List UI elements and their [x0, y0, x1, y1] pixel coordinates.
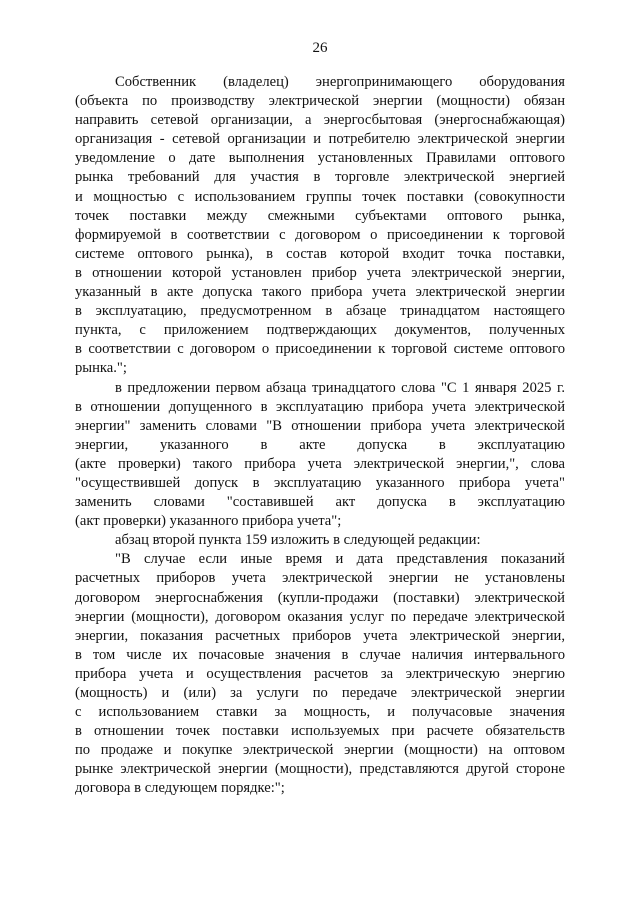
text-line: (объекта по производству электрической энергии (мощности) обязан: [75, 93, 565, 110]
text-line: заменить словами "составившей акт допуска в эксплуатацию: [75, 494, 565, 511]
paragraph: [75, 531, 565, 550]
text-line: расчетных приборов учета электрической энергии не установлены: [75, 570, 565, 587]
text-line: направить сетевой организации, а энергосбытовая (энергоснабжающая): [75, 112, 565, 129]
text-line: в эксплуатацию, предусмотренном в абзаце тринадцатом настоящего: [75, 303, 565, 320]
text-line: договором энергоснабжения (купли-продажи (поставки) электрической: [75, 589, 565, 606]
text-line: указанный в акте допуска такого прибора учета электрической энергии: [75, 284, 565, 301]
text-line: в соответствии с договором о присоединении к торговой системе оптового: [75, 341, 565, 358]
text-line: в предложении первом абзаца тринадцатого слова "С 1 января 2025 г.: [115, 379, 565, 396]
text-line: абзац второй пункта 159 изложить в следующей редакции:: [115, 532, 481, 549]
text-line: системе оптового рынка), в состав которой входит точка поставки,: [75, 245, 565, 262]
text-line: рынка требований для участия в торговле электрической энергией: [75, 169, 565, 186]
text-line: точек поставки между смежными субъектами оптового рынка,: [75, 207, 565, 224]
text-line: в отношении допущенного в эксплуатацию прибора учета электрической: [75, 398, 565, 415]
text-line: (акте проверки) такого прибора учета электрической энергии,", слова: [75, 455, 565, 472]
text-line: рынка.";: [75, 360, 127, 377]
text-line: "осуществившей допуск в эксплуатацию указанного прибора учета": [75, 474, 565, 491]
text-line: по продаже и покупке электрической энергии (мощности) на оптовом: [75, 742, 565, 759]
text-line: и мощностью с использованием группы точек поставки (совокупности: [75, 188, 565, 205]
text-line: формируемой в соответствии с договором о присоединении к торговой: [75, 226, 565, 243]
text-line: (акт проверки) указанного прибора учета";: [75, 513, 342, 530]
text-line: энергии, показания расчетных приборов учета электрической энергии,: [75, 627, 565, 644]
text-line: энергии (мощности), договором оказания услуг по передаче электрической: [75, 608, 565, 625]
text-line: "В случае если иные время и дата представления показаний: [115, 551, 565, 568]
text-line: (мощность) и (или) за услуги по передаче электрической энергии: [75, 685, 565, 701]
paragraph: [75, 73, 565, 379]
paragraph: [75, 550, 565, 798]
text-line: с использованием ставки за мощность, и получасовые значения: [75, 704, 565, 721]
text-line: в отношении точек поставки используемых при расчете обязательств: [75, 723, 565, 740]
text-line: пункта, с приложением подтверждающих документов, полученных: [75, 322, 565, 339]
document-body: [75, 73, 565, 799]
paragraph: [75, 379, 565, 532]
page-number: 26: [312, 40, 328, 56]
text-line: в том числе их почасовые значения в случае наличия интервального: [75, 646, 565, 663]
text-line: договора в следующем порядке:";: [75, 780, 285, 797]
text-line: энергии" заменить словами "В отношении прибора учета электрической: [75, 417, 565, 434]
text-line: уведомление о дате выполнения установленных Правилами оптового: [75, 150, 565, 167]
text-line: рынке электрической энергии (мощности), представляются другой стороне: [75, 761, 565, 778]
text-line: энергии, указанного в акте допуска в эксплуатацию: [75, 436, 565, 453]
text-line: Собственник (владелец) энергопринимающего оборудования: [115, 74, 565, 90]
text-line: организация - сетевой организации и потребителю электрической энергии: [75, 131, 565, 148]
text-line: в отношении которой установлен прибор учета электрической энергии,: [75, 264, 565, 281]
text-line: прибора учета и осуществления расчетов за электрическую энергию: [75, 665, 565, 682]
